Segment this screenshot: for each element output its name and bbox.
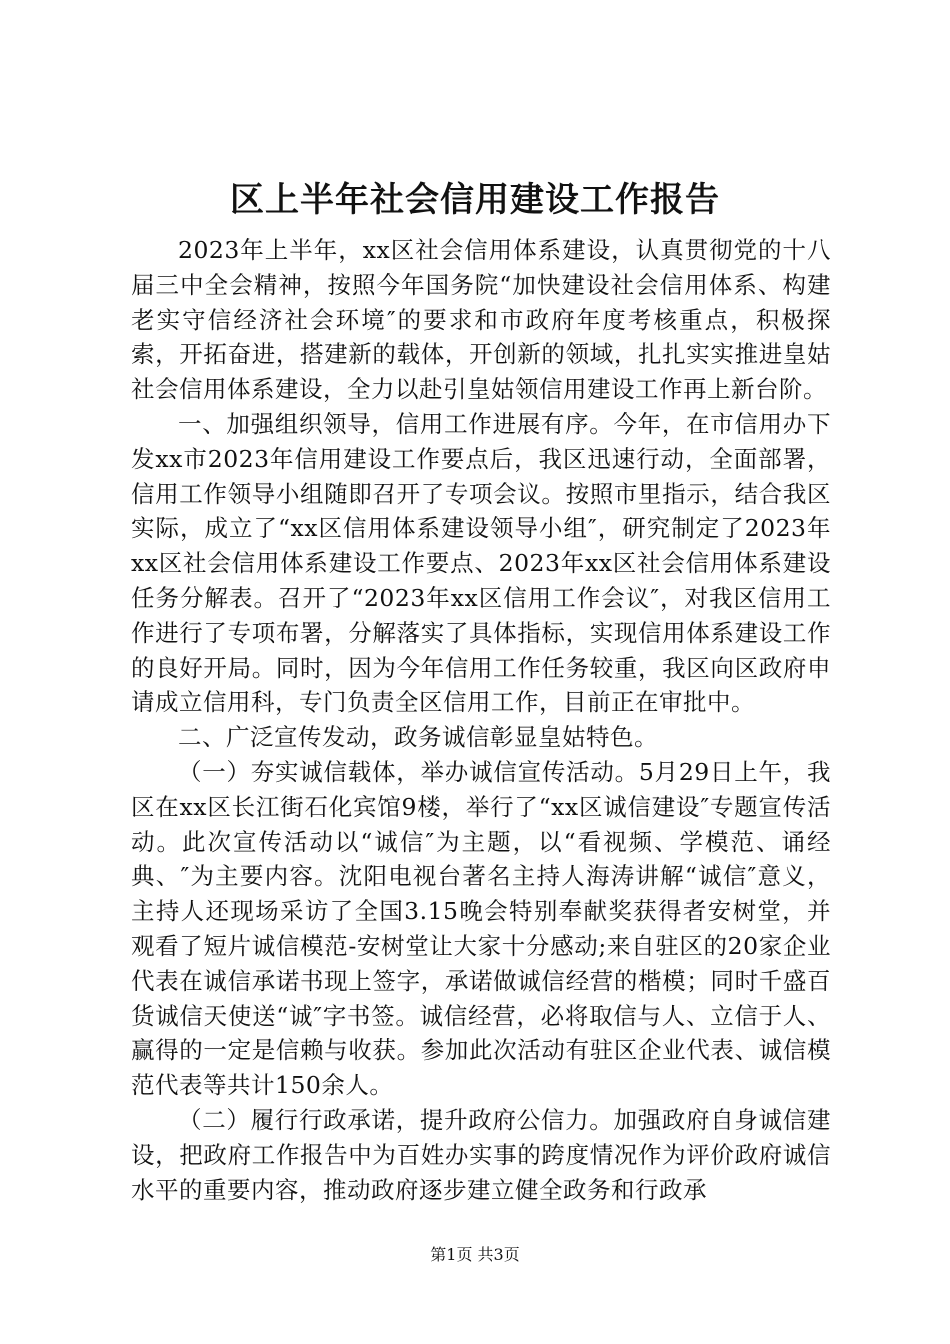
paragraph-subsection-one: （一）夯实诚信载体，举办诚信宣传活动。5月29日上午，我区在xx区长江街石化宾馆9楼，举行了“xx区诚信建设″专题宣传活动。此次宣传活动以“诚信″为主题，以“看视频、学模范、诵经典、″为主要内容。沈阳电视台著名主持人海涛讲解“诚信″意义，主持人还现场采访了全国3.15晚会特别奉献奖获得者安树堂，并观看了短片诚信模范-安树堂让大家十分感动;来自驻区的20家企业代表在诚信承诺书现上签字，承诺做诚信经营的楷模；同时千盛百货诚信天使送“诚″字书签。诚信经营，必将取信与人、立信于人、赢得的一定是信赖与收获。参加此次活动有驻区企业代表、诚信模范代表等共计150余人。 xyxy=(131,757,831,1100)
document-title: 区上半年社会信用建设工作报告 xyxy=(230,180,720,220)
paragraph-subsection-two: （二）履行行政承诺，提升政府公信力。加强政府自身诚信建设，把政府工作报告中为百姓办实事的跨度情况作为评价政府诚信水平的重要内容，推动政府逐步建立健全政务和行政承 xyxy=(131,1105,831,1204)
document-body xyxy=(131,233,831,1207)
page-number-footer: 第1页 共3页 xyxy=(430,1245,520,1264)
paragraph-section-one: 一、加强组织领导，信用工作进展有序。今年，在市信用办下发xx市2023年信用建设工作要点后，我区迅速行动，全面部署，信用工作领导小组随即召开了专项会议。按照市里指示，结合我区实际，成立了“xx区信用体系建设领导小组″，研究制定了2023年xx区社会信用体系建设工作要点、2023年xx区社会信用体系建设任务分解表。召开了“2023年xx区信用工作会议″，对我区信用工作进行了专项布署，分解落实了具体指标，实现信用体系建设工作的良好开局。同时，因为今年信用工作任务较重，我区向区政府申请成立信用科，专门负责全区信用工作，目前正在审批中。 xyxy=(131,409,831,717)
paragraph-section-two-heading: 二、广泛宣传发动，政务诚信彰显皇姑特色。 xyxy=(178,723,658,752)
paragraph-intro: 2023年上半年，xx区社会信用体系建设，认真贯彻党的十八届三中全会精神，按照今年国务院“加快建设社会信用体系、构建老实守信经济社会环境″的要求和市政府年度考核重点，积极探索，开拓奋进，搭建新的载体，开创新的领域，扎扎实实推进皇姑社会信用体系建设，全力以赴引皇姑领信用建设工作再上新台阶。 xyxy=(131,236,831,404)
